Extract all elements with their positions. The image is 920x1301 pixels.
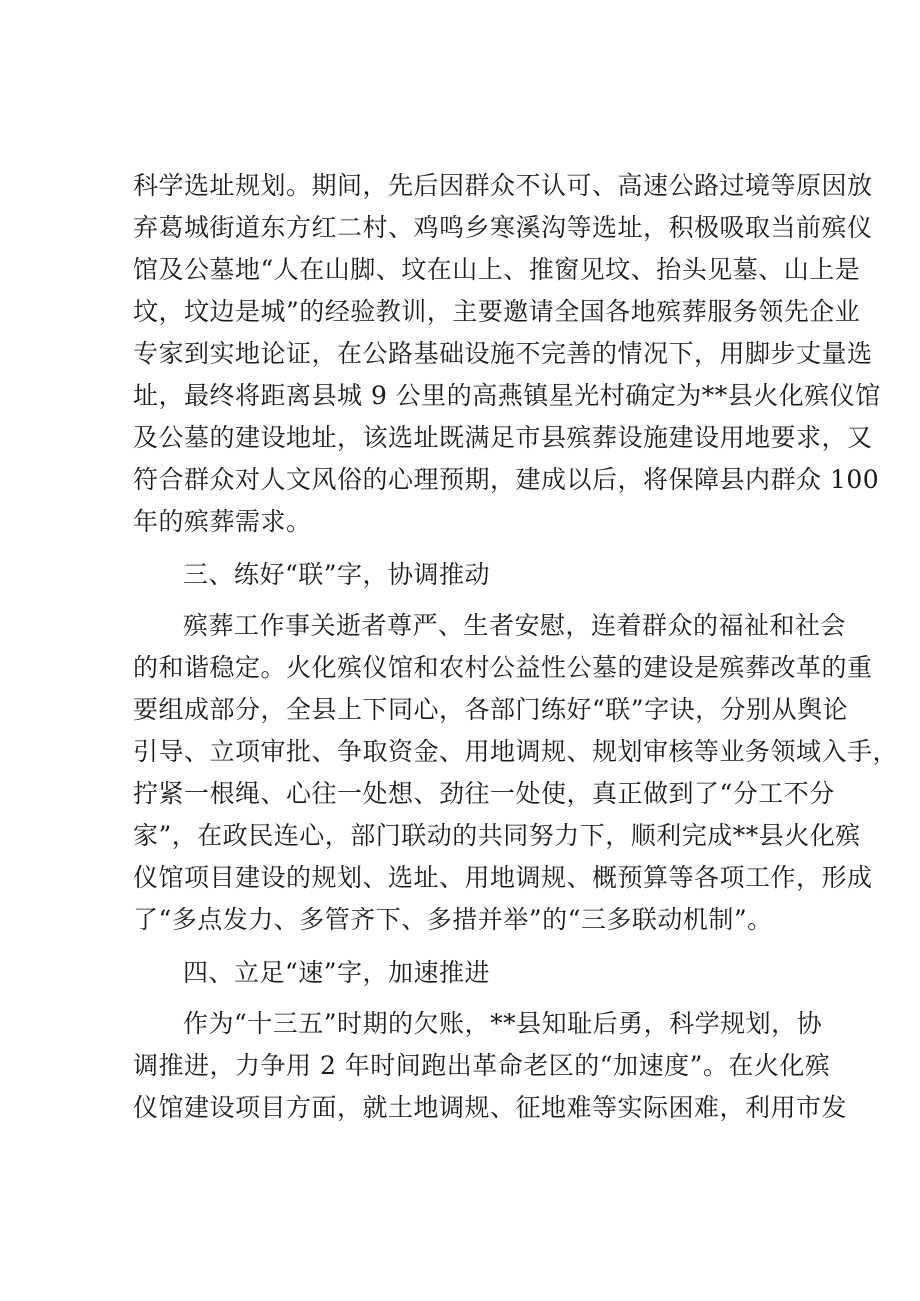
paragraph-2-line-1: 殡葬工作事关逝者尊严、生者安慰，连着群众的福祉和社会	[183, 611, 847, 640]
paragraph-1-line-2: 弃葛城街道东方红二村、鸡鸣乡寒溪沟等选址，积极吸取当前殡仪	[133, 213, 873, 242]
paragraph-3-line-1: 作为“十三五”时期的欠账，**县知耻后勇，科学规划，协	[183, 1009, 823, 1038]
paragraph-2-line-7: 仪馆项目建设的规划、选址、用地调规、概预算等各项工作，形成	[133, 863, 873, 892]
section-heading-3: 三、练好“联”字，协调推动	[183, 560, 491, 589]
paragraph-1-line-1: 科学选址规划。期间，先后因群众不认可、高速公路过境等原因放	[133, 171, 873, 200]
paragraph-2-line-6: 家”，在政民连心，部门联动的共同努力下，顺利完成**县火化殡	[133, 821, 861, 850]
paragraph-1-line-5: 专家到实地论证，在公路基础设施不完善的情况下，用脚步丈量选	[133, 339, 873, 368]
section-heading-4: 四、立足“速”字，加速推进	[183, 958, 491, 987]
paragraph-2-line-4: 引导、立项审批、争取资金、用地调规、规划审核等业务领域入手，	[133, 737, 899, 766]
paragraph-1-line-6: 址，最终将距离县城 9 公里的高燕镇星光村确定为**县火化殡仪馆	[133, 381, 881, 410]
paragraph-2-line-5: 拧紧一根绳、心往一处想、劲往一处使，真正做到了“分工不分	[133, 779, 835, 808]
paragraph-1-line-9: 年的殡葬需求。	[133, 507, 312, 536]
paragraph-2-line-2: 的和谐稳定。火化殡仪馆和农村公益性公墓的建设是殡葬改革的重	[133, 653, 873, 682]
paragraph-2-line-3: 要组成部分，全县上下同心，各部门练好“联”字诀，分别从舆论	[133, 695, 849, 724]
paragraph-3-line-2: 调推进，力争用 2 年时间跑出革命老区的“加速度”。在火化殡	[133, 1051, 831, 1080]
paragraph-3-line-3: 仪馆建设项目方面，就土地调规、征地难等实际困难，利用市发	[133, 1093, 848, 1122]
paragraph-2-line-8: 了“多点发力、多管齐下、多措并举”的“三多联动机制”。	[133, 905, 773, 934]
paragraph-1-line-3: 馆及公墓地“人在山脚、坟在山上、推窗见坟、抬头见墓、山上是	[133, 255, 861, 284]
paragraph-1-line-4: 坟，坟边是城”的经验教训，主要邀请全国各地殡葬服务领先企业	[133, 297, 861, 326]
paragraph-1-line-7: 及公墓的建设地址，该选址既满足市县殡葬设施建设用地要求，又	[133, 423, 873, 452]
paragraph-1-line-8: 符合群众对人文风俗的心理预期，建成以后，将保障县内群众 100	[133, 465, 880, 494]
